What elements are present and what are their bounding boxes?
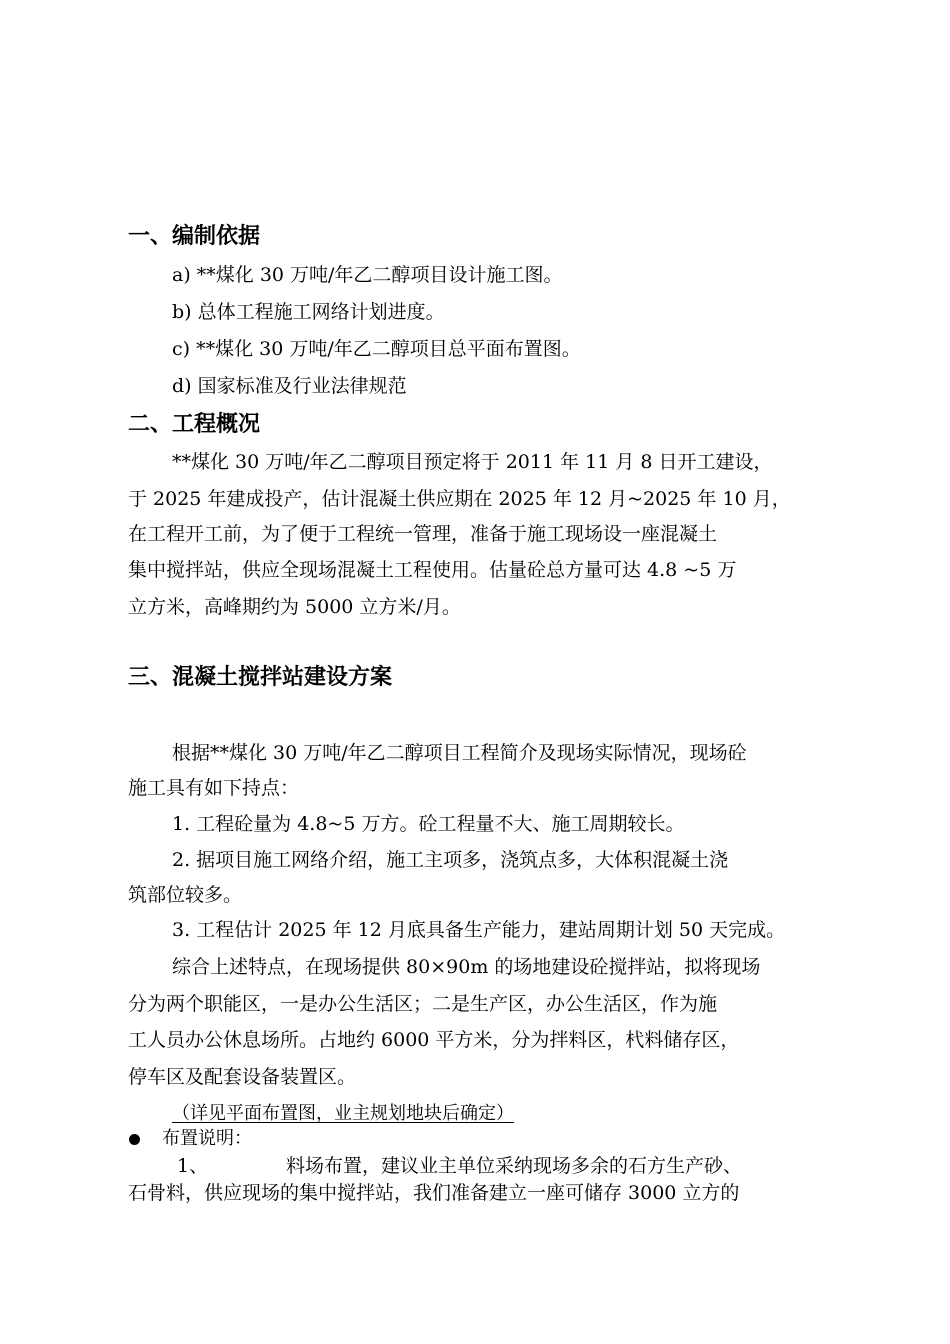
overview-line: 集中搅拌站，供应全现场混凝土工程使用。估量砼总方量可达 4.8 ~5 万 [128,559,737,581]
layout-item-line: 石骨料，供应现场的集中搅拌站，我们准备建立一座可储存 3000 立方的 [128,1182,740,1204]
plan-point-2-cont: 筑部位较多。 [128,884,243,906]
layout-note: （详见平面布置图，业主规划地块后确定） [172,1103,514,1124]
bullet-label: 布置说明： [162,1128,252,1149]
layout-item-number: 1、 [177,1155,209,1177]
plan-summary-line: 综合上述特点，在现场提供 80×90m 的场地建设砼搅拌站，拟将现场 [172,956,761,978]
overview-line: 于 2025 年建成投产，估计混凝土供应期在 2025 年 12 月~2025 年 10 月， [128,488,791,510]
overview-line: **煤化 30 万吨/年乙二醇项目预定将于 2011 年 11 月 8 日开工建设， [172,451,773,473]
plan-point-1: 1. 工程砼量为 4.8~5 万方。砼工程量不大、施工周期较长。 [172,813,685,835]
plan-intro-line: 根据**煤化 30 万吨/年乙二醇项目工程简介及现场实际情况，现场砼 [172,742,747,764]
section-heading-basis: 一、编制依据 [128,224,261,249]
section-heading-plan: 三、混凝土搅拌站建设方案 [128,665,393,690]
plan-summary-line: 工人员办公休息场所。占地约 6000 平方米，分为拌料区，杙料储存区， [128,1029,740,1051]
overview-line: 立方米，高峰期约为 5000 立方米/月。 [128,596,461,618]
plan-point-2: 2. 据项目施工网络介绍，施工主项多，浇筑点多，大体积混凝土浇 [172,849,729,871]
plan-summary-line: 停车区及配套设备装置区。 [128,1066,357,1088]
overview-line: 在工程开工前，为了便于工程统一管理，准备于施工现场设一座混凝土 [128,523,718,545]
bullet-dot-icon [129,1134,140,1145]
basis-item-c: c) **煤化 30 万吨/年乙二醇项目总平面布置图。 [172,338,581,360]
layout-item-line: 料场布置，建议业主单位采纳现场多余的石方生产砂、 [286,1155,743,1177]
plan-intro-line: 施工具有如下持点： [128,777,300,799]
plan-point-3: 3. 工程估计 2025 年 12 月底具备生产能力，建站周期计划 50 天完成。 [172,919,786,941]
basis-item-a: a) **煤化 30 万吨/年乙二醇项目设计施工图。 [172,264,563,286]
basis-item-b: b) 总体工程施工网络计划进度。 [172,301,445,323]
basis-item-d: d) 国家标准及行业法律规范 [172,375,407,397]
section-heading-overview: 二、工程概况 [128,412,261,437]
plan-summary-line: 分为两个职能区，一是办公生活区；二是生产区，办公生活区，作为施 [128,993,718,1015]
